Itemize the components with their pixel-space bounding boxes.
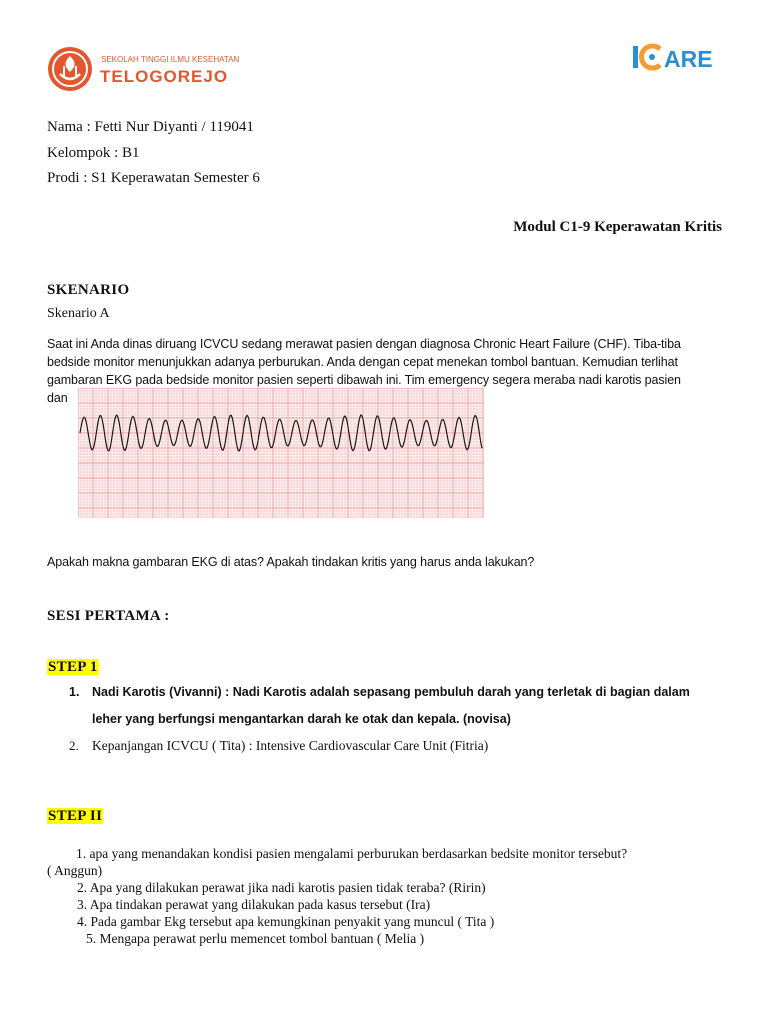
student-program: Prodi : S1 Keperawatan Semester 6 (47, 170, 260, 186)
step2-question: 5. Mengapa perawat perlu memencet tombol bantuan ( Melia ) (86, 931, 425, 946)
step1-item-text: Kepanjangan ICVCU ( Tita) : Intensive Cardiovascular Care Unit (Fitria) (92, 738, 489, 753)
step1-item-text: Nadi Karotis (Vivanni) : Nadi Karotis adalah sepasang pembuluh darah yang terletak di bagian dalam (92, 685, 690, 699)
student-name: Nama : Fetti Nur Diyanti / 119041 (47, 119, 254, 135)
institution-line1: SEKOLAH TINGGI ILMU KESEHATAN (101, 55, 240, 64)
step1-item-number: 1. (69, 685, 80, 699)
step1-item-text: leher yang berfungsi mengantarkan darah ke otak dan kepala. (novisa) (92, 712, 511, 726)
step2-question: 2. Apa yang dilakukan perawat jika nadi karotis pasien tidak teraba? (Ririn) (77, 880, 486, 895)
student-group: Kelompok : B1 (47, 145, 140, 161)
step1-item-number: 2. (69, 738, 79, 753)
skenario-question: Apakah makna gambaran EKG di atas? Apakah tindakan kritis yang harus anda lakukan? (47, 555, 535, 569)
skenario-heading: SKENARIO (47, 282, 130, 298)
step2-heading (47, 808, 103, 825)
step2-question: ( Anggun) (47, 863, 103, 878)
svg-text:ARE: ARE (664, 46, 713, 72)
skenario-subheading: Skenario A (47, 306, 110, 321)
icare-brand-icon (630, 40, 730, 74)
skenario-line: Saat ini Anda dinas diruang ICVCU sedang merawat pasien dengan diagnosa Chronic Heart Failure (CHF). Tiba-tiba (47, 337, 681, 351)
skenario-line: bedside monitor menunjukkan adanya perburukan. Anda dengan cepat menekan tombol bantuan. Kemudian terlihat (47, 355, 678, 369)
sesi-pertama-heading: SESI PERTAMA : (47, 608, 170, 624)
module-title: Modul C1-9 Keperawatan Kritis (513, 219, 722, 235)
skenario-line: dan (47, 391, 68, 405)
step1-label: STEP 1 (48, 659, 98, 675)
step2-question: 1. apa yang menandakan kondisi pasien mengalami perburukan berdasarkan bedsite monitor tersebut? (76, 846, 628, 861)
ekg-strip-image (78, 388, 484, 518)
ekg-waveform-icon (78, 388, 484, 518)
step2-question: 3. Apa tindakan perawat yang dilakukan pada kasus tersebut (Ira) (77, 897, 431, 912)
institution-logo (46, 44, 246, 94)
telogorejo-emblem-icon (46, 44, 246, 94)
icare-logo (630, 40, 730, 74)
skenario-line: gambaran EKG pada bedside monitor pasien seperti dibawah ini. Tim emergency segera meraba nadi karotis pasien (47, 373, 681, 387)
step1-heading (47, 659, 99, 676)
step2-label: STEP II (48, 808, 103, 824)
step2-question: 4. Pada gambar Ekg tersebut apa kemungkinan penyakit yang muncul ( Tita ) (77, 914, 495, 929)
institution-name: TELOGOREJO (100, 67, 229, 86)
